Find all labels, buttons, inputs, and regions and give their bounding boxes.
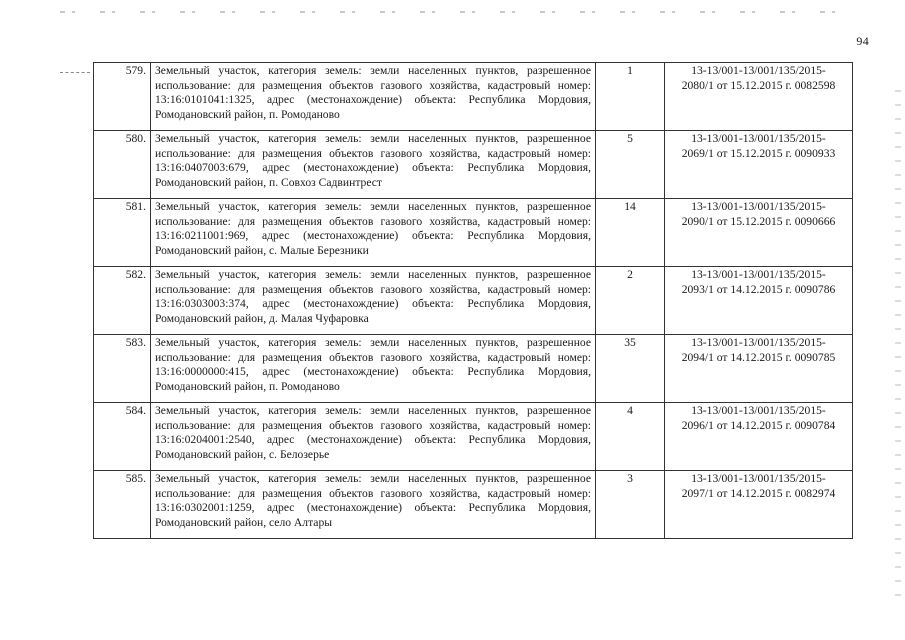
registration-record-line-1: 13-13/001-13/001/135/2015- bbox=[691, 404, 826, 417]
registration-record-line-1: 13-13/001-13/001/135/2015- bbox=[691, 472, 826, 485]
scan-artifact-left bbox=[60, 72, 90, 74]
property-description: Земельный участок, категория земель: земли населенных пунктов, разрешенное использование: для размещения объектов газового хозяйства, кадастровый номер: 13:16:0211001:969, адрес (местонахождение) объекта: Республика Мордовия, Ромодановский район, с. Малые Березники bbox=[151, 199, 596, 267]
registration-record-line-2: 2097/1 от 14.12.2015 г. 0082974 bbox=[681, 486, 836, 500]
registration-record-cell bbox=[665, 335, 853, 403]
table-row bbox=[94, 471, 853, 539]
property-description: Земельный участок, категория земель: земли населенных пунктов, разрешенное использование: для размещения объектов газового хозяйства, кадастровый номер: 13:16:0000000:415, адрес (местонахождение) объекта: Республика Мордовия, Ромодановский район, п. Ромоданово bbox=[151, 335, 596, 403]
quantity-cell: 2 bbox=[596, 267, 665, 335]
table-row bbox=[94, 335, 853, 403]
table-row bbox=[94, 131, 853, 199]
table-body bbox=[94, 63, 853, 539]
registration-record-line-1: 13-13/001-13/001/135/2015- bbox=[691, 64, 826, 77]
registration-record-cell bbox=[665, 131, 853, 199]
registration-record-line-2: 2080/1 от 15.12.2015 г. 0082598 bbox=[681, 78, 836, 92]
registration-record-cell bbox=[665, 63, 853, 131]
property-description: Земельный участок, категория земель: земли населенных пунктов, разрешенное использование: для размещения объектов газового хозяйства, кадастровый номер: 13:16:0302001:1259, адрес (местонахождение) объекта: Республика Мордовия, Ромодановский район, село Алтары bbox=[151, 471, 596, 539]
property-description: Земельный участок, категория земель: земли населенных пунктов, разрешенное использование: для размещения объектов газового хозяйства, кадастровый номер: 13:16:0303003:374, адрес (местонахождение) объекта: Республика Мордовия, Ромодановский район, д. Малая Чуфаровка bbox=[151, 267, 596, 335]
registration-record-line-2: 2069/1 от 15.12.2015 г. 0090933 bbox=[681, 146, 836, 160]
row-number: 579. bbox=[94, 63, 151, 131]
quantity-cell: 1 bbox=[596, 63, 665, 131]
quantity-cell: 4 bbox=[596, 403, 665, 471]
table-row bbox=[94, 63, 853, 131]
table-row bbox=[94, 199, 853, 267]
row-number: 581. bbox=[94, 199, 151, 267]
quantity-cell: 5 bbox=[596, 131, 665, 199]
registration-record-cell bbox=[665, 471, 853, 539]
registration-record-line-1: 13-13/001-13/001/135/2015- bbox=[691, 268, 826, 281]
registration-record-line-1: 13-13/001-13/001/135/2015- bbox=[691, 200, 826, 213]
registration-record-line-2: 2094/1 от 14.12.2015 г. 0090785 bbox=[681, 350, 836, 364]
row-number: 585. bbox=[94, 471, 151, 539]
property-description: Земельный участок, категория земель: земли населенных пунктов, разрешенное использование: для размещения объектов газового хозяйства, кадастровый номер: 13:16:0204001:2540, адрес (местонахождение) объекта: Республика Мордовия, Ромодановский район, с. Белозерье bbox=[151, 403, 596, 471]
registration-record-line-1: 13-13/001-13/001/135/2015- bbox=[691, 132, 826, 145]
table-row bbox=[94, 403, 853, 471]
registration-record-line-2: 2093/1 от 14.12.2015 г. 0090786 bbox=[681, 282, 836, 296]
scan-artifact-edge bbox=[895, 90, 901, 600]
quantity-cell: 35 bbox=[596, 335, 665, 403]
registration-record-line-2: 2096/1 от 14.12.2015 г. 0090784 bbox=[681, 418, 836, 432]
quantity-cell: 3 bbox=[596, 471, 665, 539]
row-number: 582. bbox=[94, 267, 151, 335]
registration-record-line-1: 13-13/001-13/001/135/2015- bbox=[691, 336, 826, 349]
property-description: Земельный участок, категория земель: земли населенных пунктов, разрешенное использование: для размещения объектов газового хозяйства, кадастровый номер: 13:16:0101041:1325, адрес (местонахождение) объекта: Республика Мордовия, Ромодановский район, п. Ромоданово bbox=[151, 63, 596, 131]
registration-record-line-2: 2090/1 от 15.12.2015 г. 0090666 bbox=[681, 214, 836, 228]
quantity-cell: 14 bbox=[596, 199, 665, 267]
scan-artifact-top bbox=[60, 11, 845, 13]
row-number: 580. bbox=[94, 131, 151, 199]
page-number: 94 bbox=[856, 34, 869, 48]
table-row bbox=[94, 267, 853, 335]
row-number: 584. bbox=[94, 403, 151, 471]
registration-record-cell bbox=[665, 199, 853, 267]
registration-record-cell bbox=[665, 403, 853, 471]
property-description: Земельный участок, категория земель: земли населенных пунктов, разрешенное использование: для размещения объектов газового хозяйства, кадастровый номер: 13:16:0407003:679, адрес (местонахождение) объекта: Республика Мордовия, Ромодановский район, п. Совхоз Садвинтрест bbox=[151, 131, 596, 199]
row-number: 583. bbox=[94, 335, 151, 403]
registration-record-cell bbox=[665, 267, 853, 335]
property-registry-table bbox=[93, 62, 853, 539]
